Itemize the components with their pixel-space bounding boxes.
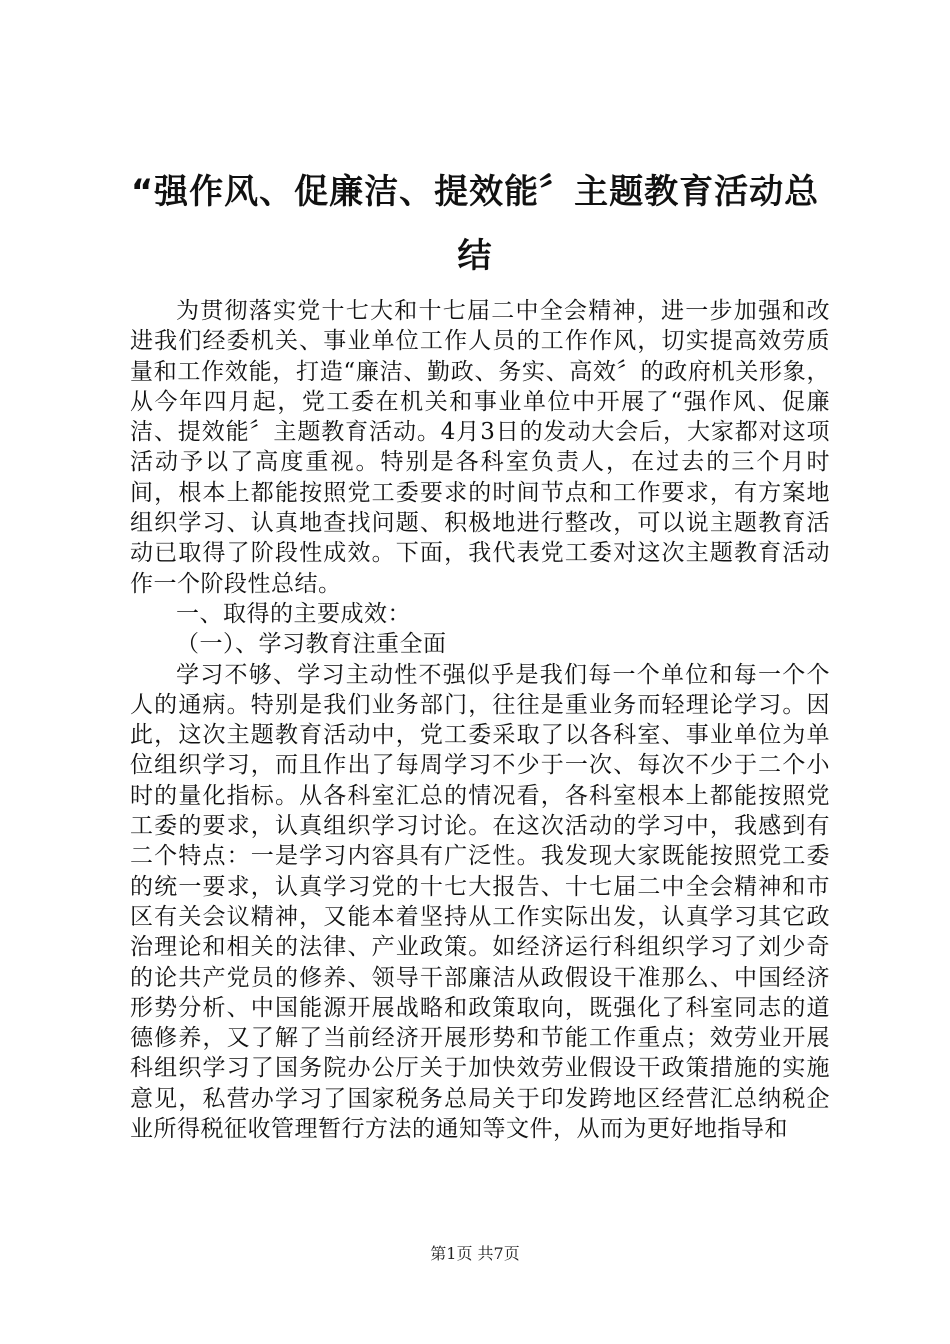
subsection-heading: （一）、学习教育注重全面 (176, 631, 447, 658)
paragraph-study: 学习不够、学习主动性不强似乎是我们每一个单位和每一个个人的通病。特别是我们业务部门，往往是重业务而轻理论学习。因此，这次主题教育活动中，党工委采取了以各科室、事业单位为单位组织学习，而且作出了每周学习不少于一次、每次不少于二个小时的量化指标。从各科室汇总的情况看，各科室根本上都能按照党工委的要求，认真组织学习讨论。在这次活动的学习中，我感到有二个特点：一是学习内容具有广泛性。我发现大家既能按照党工委的统一要求，认真学习党的十七大报告、十七届二中全会精神和市区有关会议精神，又能本着坚持从工作实际出发，认真学习其它政治理论和相关的法律、产业政策。如经济运行科组织学习了刘少奇的论共产党员的修养、领导干部廉洁从政假设干准那么、中国经济形势分析、中国能源开展战略和政策取向，既强化了科室同志的道德修养，又了解了当前经济开展形势和节能工作重点；效劳业开展科组织学习了国务院办公厅关于加快效劳业假设干政策措施的实施意见，私营办学习了国家税务总局关于印发跨地区经营汇总纳税企业所得税征收管理暂行方法的通知等文件，从而为更好地指导和 (130, 661, 830, 1143)
paragraph-intro: 为贯彻落实党十七大和十七届二中全会精神，进一步加强和改进我们经委机关、事业单位工作人员的工作作风，切实提高效劳质量和工作效能，打造“廉洁、勤政、务实、高效〞的政府机关形象，从今年四月起，党工委在机关和事业单位中开展了“强作风、促廉洁、提效能〞主题教育活动。4月3日的发动大会后，大家都对这项活动予以了高度重视。特别是各科室负责人，在过去的三个月时间，根本上都能按照党工委要求的时间节点和工作要求，有方案地组织学习、认真地查找问题、积极地进行整改，可以说主题教育活动已取得了阶段性成效。下面，我代表党工委对这次主题教育活动作一个阶段性总结。 (130, 298, 830, 597)
document-title (110, 160, 840, 288)
title-line-2: 结 (457, 236, 493, 276)
section-heading: 一、取得的主要成效： (176, 600, 411, 627)
page-footer: 第1页 共7页 (430, 1244, 520, 1263)
document-body (130, 296, 830, 1144)
title-line-1: “强作风、促廉洁、提效能〞主题教育活动总 (130, 172, 820, 212)
